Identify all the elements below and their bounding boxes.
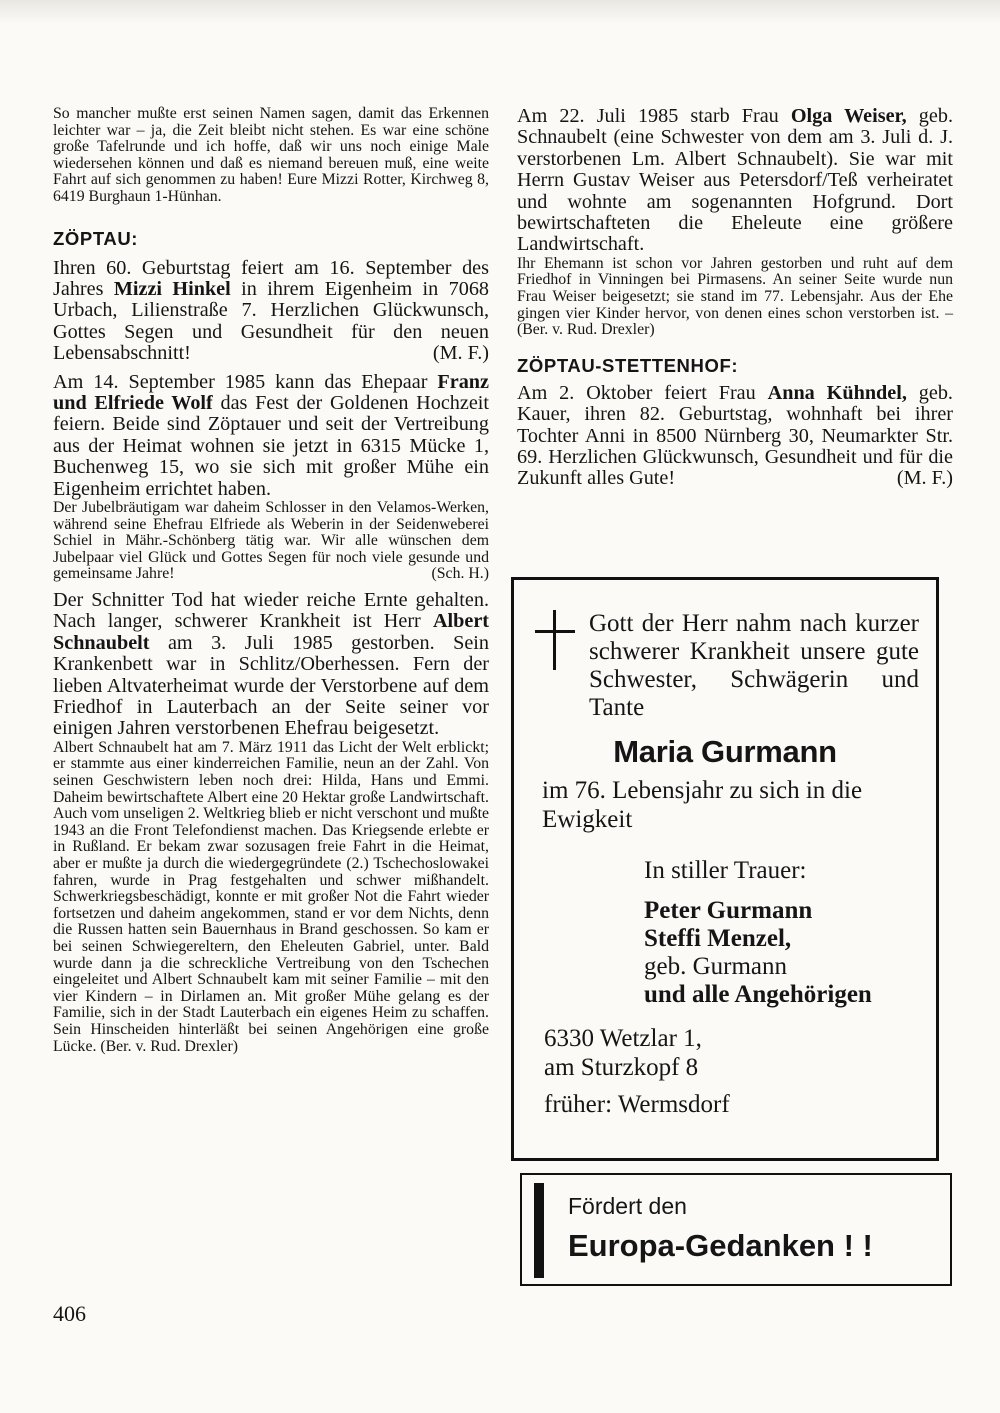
ad-line-1: Fördert den: [568, 1193, 687, 1219]
mourner-others: und alle Angehörigen: [644, 981, 872, 1008]
author-initials: (M. F.): [432, 342, 489, 365]
biography-paragraph: Albert Schnaubelt hat am 7. März 1911 das Licht der Welt erblickt; er stammte aus einer kinderreichen Familie, neun an der Zahl. Von seinen Geschwistern leben noch drei: Hilda, Hans und Emmi. Daheim bewirtschaftete Albert eine 20 Hektar große Landwirtschaft. Auch vom unseligen 2. Weltkrieg blieb er nicht verschont und mußte 1943 an die Front Telefondienst machen. Das Kriegsende erlebte er in Rußland. Er bekam zwar sozusagen freie Fahrt in die Heimat, aber er mußte ja durch die wiedergegründete (2.) Tschechoslowakei fahren, wurde in Prag festgehalten und schwer mißhandelt. Schwerkriegsbeschädigt, konnte er mit großer Not die Fahrt wieder fortsetzen und daheim angekommen, stand er vor dem Nichts, denn die Russen hatten sein Bauernhaus in Brand geschossen. So kam er bei seinen Schwiegereltern, den Eheleuten Gabriel, unter. Bald wurde dann ja die schreckliche Vertreibung von den Tschechen eingeleitet und Albert Schnaubelt kam mit seiner Familie – mit den vier Kindern – in Dirlamen an. Mit großer Mühe gelang es der Familie, sich in der Stadt Lauterbach ein eigenes Heim zu schaffen. Sein Hinscheiden hinterläßt bei seinen Angehörigen eine große Lücke. (Ber. v. Rud. Drexler): [53, 738, 489, 1055]
person-name: Anna Kühndel,: [767, 381, 907, 404]
obituary-intro: Gott der Herr nahm nach kurzer schwerer Krankheit unsere gute Schwester, Schwägerin und Tante: [589, 610, 919, 721]
page-number: 406: [53, 1301, 86, 1326]
section-heading-stettenhof: ZÖPTAU-STETTENHOF:: [517, 354, 739, 376]
obituary-former-residence: früher: Wermsdorf: [544, 1091, 730, 1118]
obituary-box: [511, 577, 939, 1161]
section-heading-zoeptau: ZÖPTAU:: [53, 227, 139, 249]
right-column: [517, 106, 953, 490]
author-initials: (M. F.): [896, 467, 953, 490]
ad-accent-bar: [534, 1183, 544, 1278]
mourner-maiden-name: geb. Gurmann: [644, 953, 788, 980]
europa-ad-box: [520, 1173, 952, 1286]
couple-names: Franz und Elfriede Wolf: [53, 370, 489, 414]
mourner-name: Peter Gurmann: [644, 897, 813, 924]
weiser-detail-paragraph: Ihr Ehemann ist schon vor Jahren gestorben und ruht auf dem Friedhof in Vinningen bei Pirmasens. An seiner Seite wurde nun Frau Weiser beigesetzt; sie stand im 77. Lebensjahr. Aus der Ehe gingen vier Kinder hervor, von denen eines schon verstorben ist. – (Ber. v. Rud. Drexler): [517, 254, 953, 339]
obituary-address: 6330 Wetzlar 1, am Sturzkopf 8: [544, 1025, 702, 1081]
golden-wedding-notice: Am 14. September 1985 kann das Ehepaar Franz und Elfriede Wolf das Fest der Goldenen Hochzeit feiern. Beide sind Zöptauer und seit der Vertreibung aus der Heimat wohnen sie jetzt in 6315 Mücke 1, Buchenweg 15, wo sie sich mit großer Mühe ein Eigenheim errichtet haben.: [53, 370, 490, 500]
person-name: Olga Weiser,: [790, 105, 907, 127]
obituary-age-text: im 76. Lebensjahr zu sich in die Ewigkeit: [542, 777, 863, 833]
death-notice-weiser: Am 22. Juli 1985 starb Frau Olga Weiser, geb. Schnaubelt (eine Schwester von dem am 3. Juli d. J. verstorbenen Lm. Albert Schnaubelt). Sie war mit Herrn Gustav Weiser aus Petersdorf/Teß verheiratet und wohnte am sogenannten Hofgrund. Dort bewirtschafteten die Eheleute eine größere Landwirtschaft.: [517, 105, 953, 256]
reunion-paragraph: So mancher mußte erst seinen Namen sagen, damit das Erkennen leichter war – ja, die Zeit bleibt nicht stehen. Es war eine schöne große Tafelrunde und ich hoffe, daß wir uns noch einige Male wiedersehen können und daß es niemand bereuen muß, eine weite Fahrt auf sich genommen zu haben! Eure Mizzi Rotter, Kirchweg 8, 6419 Burghaun 1-Hünhan.: [53, 105, 489, 205]
person-name: Albert Schnaubelt: [53, 610, 489, 654]
cross-icon: [535, 610, 575, 670]
wedding-detail-paragraph: Der Jubelbräutigam war daheim Schlosser in den Velamos-Werken, während seine Ehefrau Elfriede als Weberin in der Seidenweberei Schiel in Mähr.-Schönberg tätig war. Wir alle wünschen dem Jubelpaar viel Glück und Gottes Segen für noch viele gesunde und gemeinsame Jahre! (Sch. H.): [53, 499, 489, 583]
person-name: Mizzi Hinkel: [113, 277, 231, 300]
death-notice-schnaubelt: Der Schnitter Tod hat wieder reiche Ernte gehalten. Nach langer, schwerer Krankheit ist Herr Albert Schnaubelt am 3. Juli 1985 gestorben. Sein Krankenbett war in Schlitz/Oberhessen. Fern der lieben Altvaterheimat wurde der Verstorbene auf dem Friedhof in Lauterbach an der Seite seiner vor einigen Jahren verstorbenen Ehefrau beigesetzt.: [53, 589, 489, 740]
page-top-edge: [0, 0, 1000, 24]
birthday-notice-kuehndel: Am 2. Oktober feiert Frau Anna Kühndel, geb. Kauer, ihren 82. Geburtstag, wohnhaft bei ihrer Tochter Anni in 8500 Nürnberg 30, Neumarkter Str. 69. Herzlichen Glückwunsch, Gesundheit und für die Zukunft alles Gute! (M. F.): [517, 381, 953, 490]
author-initials: (Sch. H.): [431, 565, 489, 583]
mourners-block: [644, 857, 924, 1009]
mourning-heading: In stiller Trauer:: [644, 857, 807, 884]
left-column: [53, 106, 489, 1055]
birthday-notice-hinkel: Ihren 60. Geburtstag feiert am 16. September des Jahres Mizzi Hinkel in ihrem Eigenheim in 7068 Urbach, Lilienstraße 7. Herzlichen Glückwunsch, Gottes Segen und Gesundheit für den neuen Lebensabschnitt! (M. F.): [53, 256, 490, 365]
deceased-name: Maria Gurmann: [613, 734, 837, 769]
mourner-name: Steffi Menzel,: [644, 925, 792, 952]
ad-line-2: Europa-Gedanken ! !: [568, 1228, 873, 1263]
